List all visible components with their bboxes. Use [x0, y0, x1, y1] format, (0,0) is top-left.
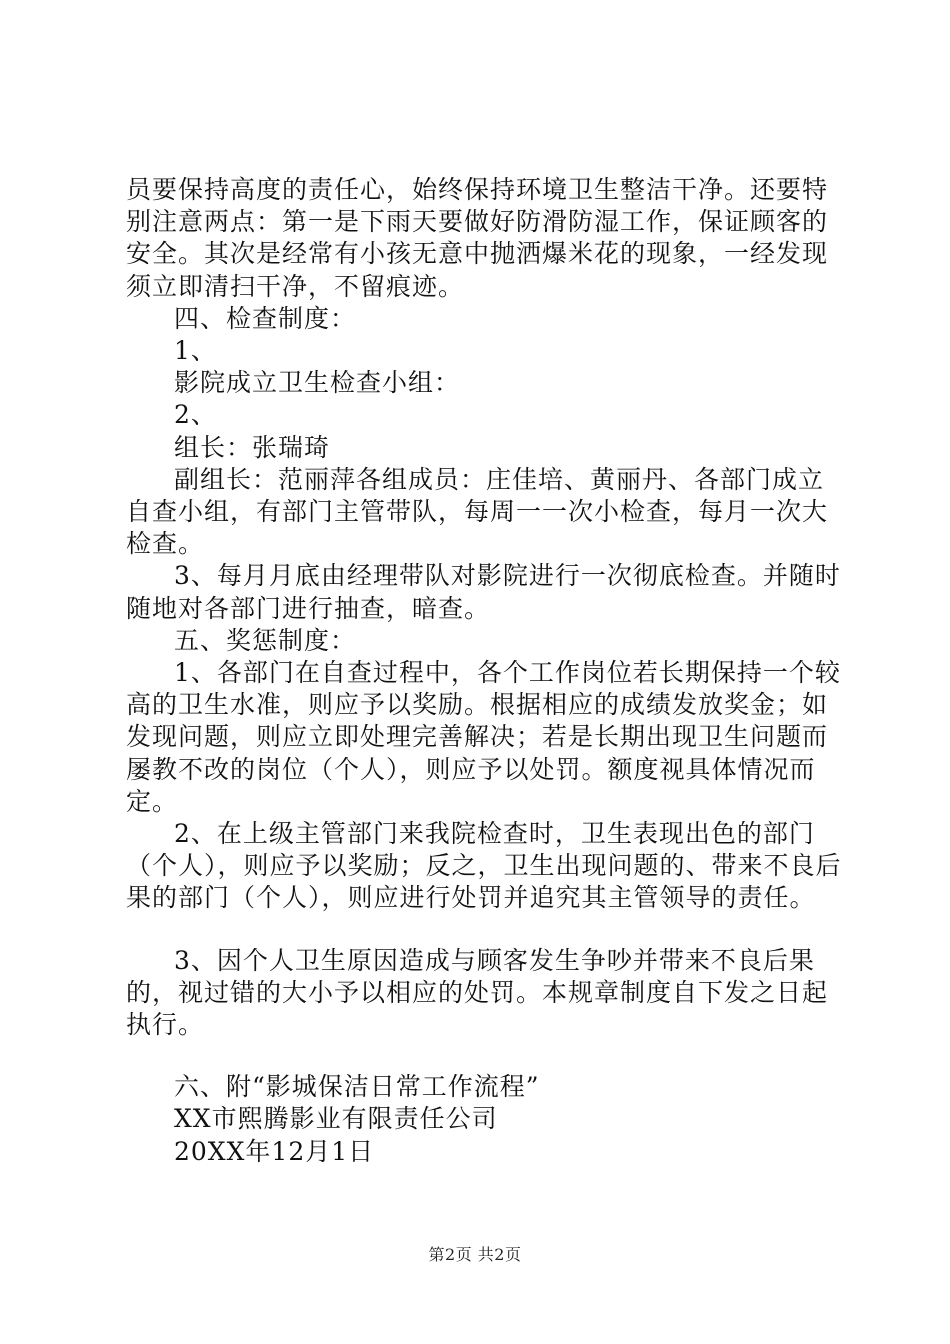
document-date: 20XX年12月1日	[174, 1136, 375, 1166]
section-heading-rewards: 五、奖惩制度：	[174, 625, 357, 655]
section-heading-appendix: 六、附“影城保洁日常工作流程”	[174, 1072, 540, 1102]
paragraph-group-leader: 组长：张瑞琦	[174, 432, 331, 462]
list-marker-1: 1、	[174, 336, 217, 366]
paragraph-gap	[126, 1041, 846, 1071]
paragraph-inspection-group: 影院成立卫生检查小组：	[174, 368, 461, 398]
page-footer: 第2页 共2页	[428, 1245, 522, 1264]
document-body	[126, 174, 846, 1168]
paragraph-reward-3: 3、因个人卫生原因造成与顾客发生争吵并带来不良后果的，视过错的大小予以相应的处罚。本规章制度自下发之日起执行。	[126, 945, 829, 1040]
paragraph-continuation: 员要保持高度的责任心，始终保持环境卫生整洁干净。还要特别注意两点：第一是下雨天要做好防滑防湿工作，保证顾客的安全。其次是经常有小孩无意中抛洒爆米花的现象，一经发现须立即清扫干净，不留痕迹。	[126, 175, 829, 301]
paragraph-deputy-leader: 副组长：范丽萍各组成员：庄佳培、黄丽丹、各部门成立自查小组，有部门主管带队，每周一一次小检查，每月一次大检查。	[126, 464, 829, 559]
paragraph-gap	[126, 915, 846, 945]
list-marker-2: 2、	[174, 400, 217, 430]
company-name: XX市熙腾影业有限责任公司	[174, 1104, 498, 1134]
paragraph-reward-1: 1、各部门在自查过程中，各个工作岗位若长期保持一个较高的卫生水准，则应予以奖励。根据相应的成绩发放奖金；如发现问题，则应立即处理完善解决；若是长期出现卫生问题而屡教不改的岗位（个人），则应予以处罚。额度视具体情况而定。	[126, 658, 841, 816]
section-heading-inspection: 四、检查制度：	[174, 303, 357, 333]
paragraph-monthly-inspection: 3、每月月底由经理带队对影院进行一次彻底检查。并随时随地对各部门进行抽查，暗查。	[126, 561, 841, 623]
paragraph-reward-2: 2、在上级主管部门来我院检查时，卫生表现出色的部门（个人），则应予以奖励；反之，卫生出现问题的、带来不良后果的部门（个人），则应进行处罚并追究其主管领导的责任。	[126, 819, 842, 913]
